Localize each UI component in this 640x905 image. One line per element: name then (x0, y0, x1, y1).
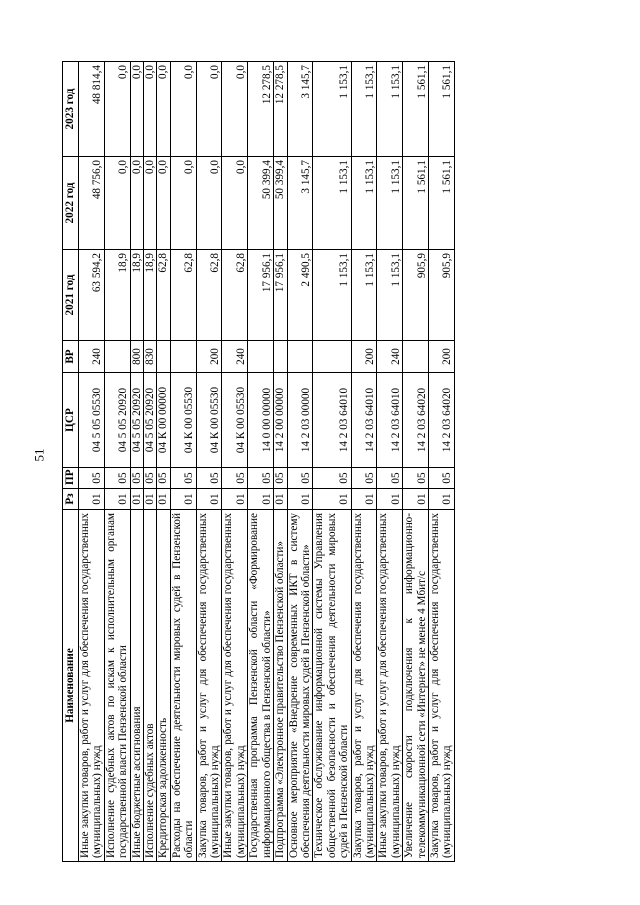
cell-2023: 0,0 (157, 62, 170, 157)
cell-2022: 0,0 (144, 157, 157, 250)
cell-2023: 1 561,1 (403, 62, 429, 157)
cell-2023: 1 153,1 (351, 62, 377, 157)
cell-rz: 01 (428, 489, 454, 510)
cell-vr: 200 (196, 341, 222, 373)
cell-name: Подпрограмма «Электронное правительство Пензенской области» (274, 510, 287, 862)
table-row (157, 62, 170, 862)
cell-2022: 3 145,7 (287, 157, 313, 250)
cell-2022: 0,0 (130, 157, 143, 250)
table-row (170, 62, 196, 862)
cell-2021: 62,8 (196, 250, 222, 341)
cell-pr: 05 (403, 468, 429, 489)
cell-2022: 1 561,1 (403, 157, 429, 250)
cell-name: Закупка товаров, работ и услуг для обеспечения государственных (муниципальных) нужд (196, 510, 222, 862)
cell-csr: 14 2 00 00000 (274, 373, 287, 468)
cell-2022: 50 399,4 (248, 157, 274, 250)
cell-rz: 01 (403, 489, 429, 510)
table-row (222, 62, 248, 862)
cell-2022: 1 153,1 (351, 157, 377, 250)
cell-vr: 240 (222, 341, 248, 373)
cell-2022: 1 561,1 (428, 157, 454, 250)
cell-pr: 05 (351, 468, 377, 489)
cell-name: Расходы на обеспечение деятельности мировых судей в Пензенской области (170, 510, 196, 862)
cell-csr: 04 5 05 20920 (130, 373, 143, 468)
cell-2021: 905,9 (428, 250, 454, 341)
cell-pr: 05 (104, 468, 130, 489)
cell-pr: 05 (274, 468, 287, 489)
cell-2022: 1 153,1 (313, 157, 351, 250)
cell-vr (313, 341, 351, 373)
cell-csr: 04 К 00 05530 (196, 373, 222, 468)
cell-name: Закупка товаров, работ и услуг для обеспечения государственных (муниципальных) нужд (351, 510, 377, 862)
cell-rz: 01 (144, 489, 157, 510)
table-row (287, 62, 313, 862)
cell-2021: 2 490,5 (287, 250, 313, 341)
table-row (403, 62, 429, 862)
cell-2021: 1 153,1 (351, 250, 377, 341)
cell-2023: 1 153,1 (313, 62, 351, 157)
cell-2023: 0,0 (170, 62, 196, 157)
cell-pr: 05 (157, 468, 170, 489)
cell-pr: 05 (377, 468, 403, 489)
cell-name: Иные закупки товаров, работ и услуг для обеспечения государственных (муниципальных) нужд (79, 510, 105, 862)
cell-csr: 14 2 03 00000 (287, 373, 313, 468)
cell-vr (157, 341, 170, 373)
table-row (104, 62, 130, 862)
table-row (428, 62, 454, 862)
cell-vr: 240 (79, 341, 105, 373)
budget-table (62, 61, 455, 862)
cell-csr: 04 5 05 20920 (104, 373, 130, 468)
cell-2023: 48 814,4 (79, 62, 105, 157)
cell-name: Техническое обслуживание информационной системы Управления общественной безопасности и обеспечения деятельности мировых судей в Пензенской области (313, 510, 351, 862)
cell-rz: 01 (104, 489, 130, 510)
cell-csr: 04 5 05 20920 (144, 373, 157, 468)
cell-pr: 05 (170, 468, 196, 489)
cell-2023: 12 278,5 (274, 62, 287, 157)
cell-pr: 05 (287, 468, 313, 489)
header-rz: Рз (63, 489, 79, 510)
header-2021: 2021 год (63, 250, 79, 341)
cell-pr: 05 (428, 468, 454, 489)
cell-2021: 17 956,1 (248, 250, 274, 341)
cell-pr: 05 (144, 468, 157, 489)
cell-2022: 50 399,4 (274, 157, 287, 250)
header-csr: ЦСР (63, 373, 79, 468)
cell-pr: 05 (79, 468, 105, 489)
cell-2021: 62,8 (222, 250, 248, 341)
cell-vr (287, 341, 313, 373)
table-row (196, 62, 222, 862)
cell-2023: 0,0 (222, 62, 248, 157)
table-row (274, 62, 287, 862)
cell-2021: 1 153,1 (313, 250, 351, 341)
cell-2021: 1 153,1 (377, 250, 403, 341)
cell-2022: 0,0 (222, 157, 248, 250)
cell-2023: 0,0 (196, 62, 222, 157)
cell-2023: 12 278,5 (248, 62, 274, 157)
cell-2022: 0,0 (104, 157, 130, 250)
cell-name: Исполнение судебных актов (144, 510, 157, 862)
header-pr: ПР (63, 468, 79, 489)
cell-2021: 62,8 (157, 250, 170, 341)
cell-pr: 05 (248, 468, 274, 489)
cell-name: Исполнение судебных актов по искам к исполнительным органам государственной власти Пензенской области (104, 510, 130, 862)
cell-vr (403, 341, 429, 373)
cell-csr: 14 2 03 64010 (313, 373, 351, 468)
cell-pr: 05 (130, 468, 143, 489)
cell-rz: 01 (313, 489, 351, 510)
cell-2021: 18,9 (104, 250, 130, 341)
cell-2021: 18,9 (144, 250, 157, 341)
cell-pr: 05 (222, 468, 248, 489)
cell-2021: 905,9 (403, 250, 429, 341)
table-row (248, 62, 274, 862)
cell-rz: 01 (377, 489, 403, 510)
cell-2021: 18,9 (130, 250, 143, 341)
cell-2021: 62,8 (170, 250, 196, 341)
cell-name: Кредиторская задолженность (157, 510, 170, 862)
cell-csr: 04 К 00 05530 (222, 373, 248, 468)
cell-csr: 14 2 03 64010 (377, 373, 403, 468)
cell-vr (104, 341, 130, 373)
table-row (144, 62, 157, 862)
cell-2022: 0,0 (157, 157, 170, 250)
cell-name: Иные бюджетные ассигнования (130, 510, 143, 862)
cell-2022: 0,0 (196, 157, 222, 250)
cell-vr (248, 341, 274, 373)
cell-csr: 14 2 03 64020 (428, 373, 454, 468)
cell-2023: 3 145,7 (287, 62, 313, 157)
table-row (79, 62, 105, 862)
cell-2021: 17 956,1 (274, 250, 287, 341)
rotated-table-container (62, 62, 580, 862)
cell-rz: 01 (79, 489, 105, 510)
table-header-row (63, 62, 79, 862)
cell-csr: 04 К 00 05530 (170, 373, 196, 468)
table-row (313, 62, 351, 862)
cell-csr: 14 2 03 64020 (403, 373, 429, 468)
page-number: 51 (31, 448, 47, 462)
header-name: Наименование (63, 510, 79, 862)
cell-name: Иные закупки товаров, работ и услуг для обеспечения государственных (муниципальных) нужд (222, 510, 248, 862)
cell-name: Основное мероприятие «Внедрение современных ИКТ в систему обеспечения деятельности мировых судей в Пензенской области» (287, 510, 313, 862)
cell-name: Иные закупки товаров, работ и услуг для обеспечения государственных (муниципальных) нужд (377, 510, 403, 862)
cell-pr: 05 (313, 468, 351, 489)
cell-2022: 1 153,1 (377, 157, 403, 250)
table-row (377, 62, 403, 862)
cell-2023: 0,0 (104, 62, 130, 157)
cell-csr: 04 5 05 05530 (79, 373, 105, 468)
table-row (351, 62, 377, 862)
cell-name: Увеличение скорости подключения к информационно-телекоммуникационной сети «Интернет» не менее 4 Мбит/с (403, 510, 429, 862)
cell-2022: 48 756,0 (79, 157, 105, 250)
cell-rz: 01 (130, 489, 143, 510)
cell-vr: 800 (130, 341, 143, 373)
cell-vr (170, 341, 196, 373)
cell-vr: 830 (144, 341, 157, 373)
cell-vr: 240 (377, 341, 403, 373)
cell-2023: 1 561,1 (428, 62, 454, 157)
cell-rz: 01 (196, 489, 222, 510)
cell-name: Закупка товаров, работ и услуг для обеспечения государственных (муниципальных) нужд (428, 510, 454, 862)
cell-rz: 01 (248, 489, 274, 510)
cell-vr: 200 (428, 341, 454, 373)
header-2023: 2023 год (63, 62, 79, 157)
table-row (130, 62, 143, 862)
header-2022: 2022 год (63, 157, 79, 250)
cell-2021: 63 594,2 (79, 250, 105, 341)
cell-2023: 0,0 (144, 62, 157, 157)
cell-rz: 01 (287, 489, 313, 510)
cell-rz: 01 (274, 489, 287, 510)
cell-pr: 05 (196, 468, 222, 489)
cell-2023: 1 153,1 (377, 62, 403, 157)
cell-rz: 01 (157, 489, 170, 510)
cell-vr: 200 (351, 341, 377, 373)
cell-csr: 04 К 00 00000 (157, 373, 170, 468)
cell-csr: 14 2 03 64010 (351, 373, 377, 468)
cell-rz: 01 (222, 489, 248, 510)
cell-vr (274, 341, 287, 373)
cell-csr: 14 0 00 00000 (248, 373, 274, 468)
cell-rz: 01 (351, 489, 377, 510)
cell-name: Государственная программа Пензенской области «Формирование информационного общества в Пензенской области» (248, 510, 274, 862)
cell-2022: 0,0 (170, 157, 196, 250)
header-vr: ВР (63, 341, 79, 373)
cell-2023: 0,0 (130, 62, 143, 157)
cell-rz: 01 (170, 489, 196, 510)
